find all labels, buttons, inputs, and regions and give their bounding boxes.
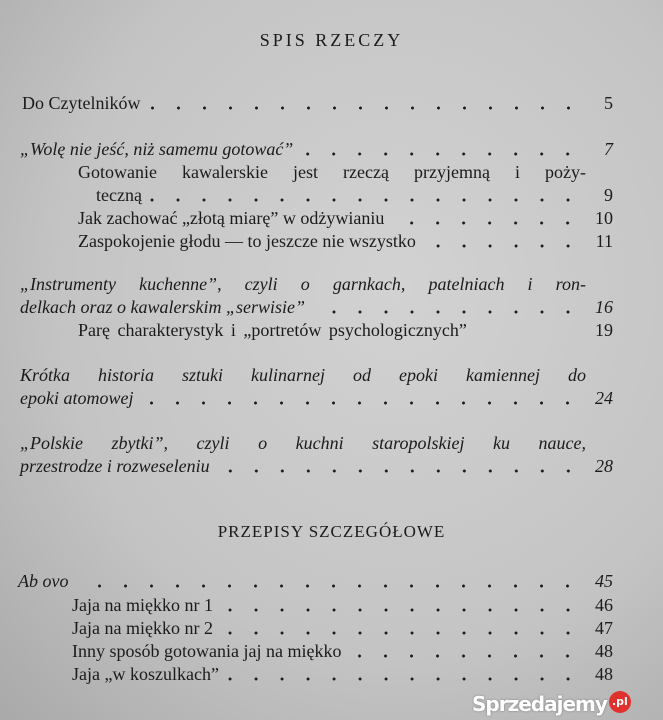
dot-leader — [149, 106, 582, 110]
entry-title: „Wolę nie jeść, niż samemu gotować” — [20, 139, 294, 159]
dot-leader — [150, 198, 581, 202]
page-number: 48 — [595, 641, 613, 661]
dot-leader — [221, 631, 581, 635]
toc-entry — [20, 387, 613, 409]
section-title: PRZEPISY SZCZEGÓŁOWE — [217, 522, 446, 541]
dot-leader — [349, 654, 581, 658]
toc-entry — [20, 455, 613, 477]
entry-title: Jaja na miękko nr 2 — [72, 618, 213, 638]
toc-entry — [96, 184, 613, 206]
page-title: SPIS RZECZY — [259, 30, 404, 50]
page-number: 46 — [595, 595, 613, 615]
dot-leader — [313, 310, 581, 314]
entry-title-line1: „Instrumenty kuchenne”, czyli o garnkach, patelniach i ron- — [20, 274, 586, 294]
page-number: 28 — [595, 456, 613, 476]
entry-title-line2: teczną — [96, 185, 142, 205]
toc-entry — [20, 138, 613, 160]
dot-leader — [218, 469, 581, 473]
toc-entry — [72, 640, 613, 662]
toc-entry — [72, 617, 613, 639]
entry-title: Zaspokojenie głodu — to jeszcze nie wszystko — [78, 231, 416, 251]
entry-title-line2: delkach oraz o kawalerskim „serwisie” — [20, 297, 305, 317]
toc-entry — [72, 663, 613, 685]
dot-leader — [221, 608, 581, 612]
page-number: 48 — [595, 664, 613, 684]
dot-leader — [141, 401, 581, 405]
entry-title: Parę charakterystyk i „portretów psychologicznych” — [78, 320, 467, 340]
dot-leader — [475, 333, 581, 337]
watermark-logo — [472, 691, 631, 717]
toc-entry — [20, 296, 613, 318]
entry-title: Ab ovo — [18, 571, 69, 591]
page-number: 5 — [604, 93, 613, 113]
entry-title: Inny sposób gotowania jaj na miękko — [72, 641, 342, 661]
page-number: 47 — [595, 618, 613, 638]
page-number: 45 — [595, 571, 613, 591]
page-number: 10 — [595, 208, 613, 228]
toc-entry — [18, 570, 613, 592]
page-number: 7 — [604, 139, 613, 159]
dot-leader — [227, 677, 581, 681]
entry-title: Jaja na miękko nr 1 — [72, 595, 213, 615]
entry-title-line1: Gotowanie kawalerskie jest rzeczą przyjemną i poży- — [78, 162, 586, 182]
entry-title-line2: epoki atomowej — [20, 388, 134, 408]
page-number: 19 — [595, 320, 613, 340]
toc-entry — [78, 207, 613, 229]
toc-entry — [78, 319, 613, 341]
watermark-badge: .pl — [609, 691, 631, 713]
toc-entry — [78, 230, 613, 252]
entry-title-line1: „Polskie zbytki”, czyli o kuchni staropolskiej ku nauce, — [20, 433, 586, 453]
entry-title: Do Czytelników — [22, 93, 141, 113]
page-number: 16 — [595, 297, 613, 317]
dot-leader — [392, 221, 581, 225]
page-number: 24 — [595, 388, 613, 408]
page-number: 9 — [604, 185, 613, 205]
entry-title: Jaja „w koszulkach” — [72, 664, 219, 684]
toc-entry — [22, 92, 613, 114]
toc-entry — [72, 594, 613, 616]
watermark-text: Sprzedajemy — [472, 692, 607, 716]
dot-leader — [76, 584, 581, 588]
dot-leader — [301, 152, 581, 156]
entry-title: Jak zachować „złotą miarę” w odżywianiu — [78, 208, 385, 228]
dot-leader — [424, 244, 581, 248]
entry-title-line1: Krótka historia sztuki kulinarnej od epoki kamiennej do — [20, 365, 586, 385]
entry-title-line2: przestrodze i rozweseleniu — [20, 456, 210, 476]
page-number: 11 — [595, 231, 613, 251]
